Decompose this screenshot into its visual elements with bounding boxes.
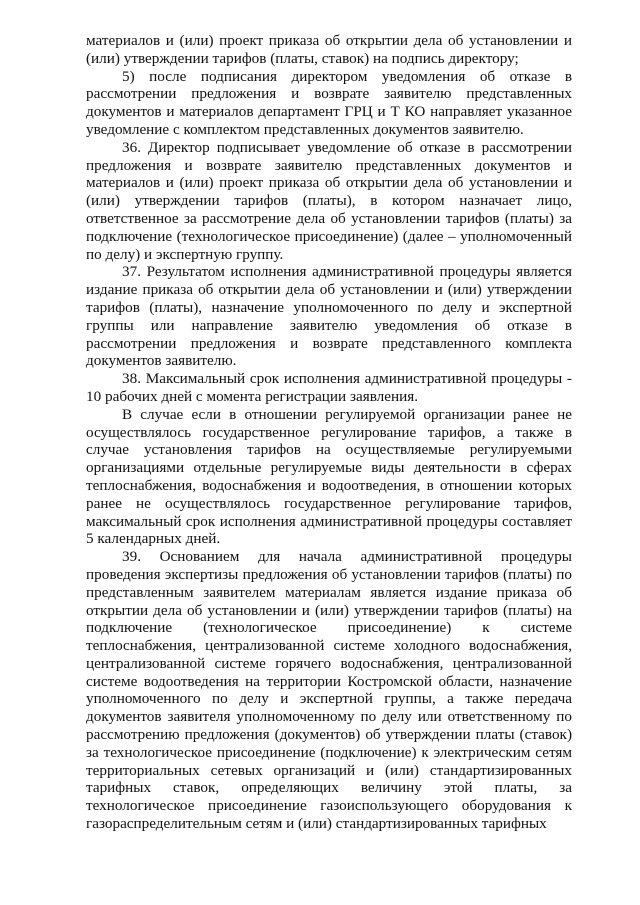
paragraph-37: 37. Результатом исполнения административной процедуры является издание приказа об открытии дела об установлении и (или) утверждении тарифов (платы), назначение уполномоченного по делу и экспертной группы или направление заявителю уведомления об отказе в рассмотрении предложения и возврате представленного комплекта документов заявителю. — [86, 263, 572, 370]
paragraph-38-continued: В случае если в отношении регулируемой организации ранее не осуществлялось государственное регулирование тарифов, а также в случае установления тарифов на осуществляемые регулируемыми организациями отдельные регулируемые виды деятельности в сферах теплоснабжения, водоснабжения и водоотведения, в отношении которых ранее не осуществлялось государственное регулирование тарифов, максимальный срок исполнения административной процедуры составляет 5 календарных дней. — [86, 405, 572, 548]
paragraph-36: 36. Директор подписывает уведомление об отказе в рассмотрении предложения и возврате заявителю представленных документов и материалов и (или) проект приказа об открытии дела об установлении и (или) утверждении тарифов (платы), в котором назначает лицо, ответственное за рассмотрение дела об установлении тарифов (платы) за подключение (технологическое присоединение) (далее – уполномоченный по делу) и экспертную группу. — [86, 138, 572, 263]
paragraph-item-5: 5) после подписания директором уведомления об отказе в рассмотрении предложения и возврате заявителю представленных документов и материалов департамент ГРЦ и Т КО направляет указанное уведомление с комплектом представленных документов заявителю. — [86, 67, 572, 138]
paragraph-39: 39. Основанием для начала административной процедуры проведения экспертизы предложения об установлении тарифов (платы) по представленным заявителем материалам является издание приказа об открытии дела об установлении и (или) утверждении тарифов (платы) на подключение (технологическое присоединение) к системе теплоснабжения, централизованной системе холодного водоснабжения, централизованной системе горячего водоснабжения, централизованной системе водоотведения на территории Костромской области, назначение уполномоченного по делу и экспертной группы, а также передача документов заявителя уполномоченному по делу или ответственному по рассмотрению предложения (документов) об утверждении платы (ставок) за технологическое присоединение (подключение) к электрическим сетям территориальных сетевых организаций и (или) стандартизированных тарифных ставок, определяющих величину этой платы, за технологическое присоединение газоиспользующего оборудования к газораспределительным сетям и (или) стандартизированных тарифных — [86, 548, 572, 833]
paragraph-continuation: материалов и (или) проект приказа об открытии дела об установлении и (или) утверждении тарифов (платы, ставок) на подпись директору; — [86, 32, 572, 67]
paragraph-38: 38. Максимальный срок исполнения административной процедуры - 10 рабочих дней с момента регистрации заявления. — [86, 370, 572, 405]
